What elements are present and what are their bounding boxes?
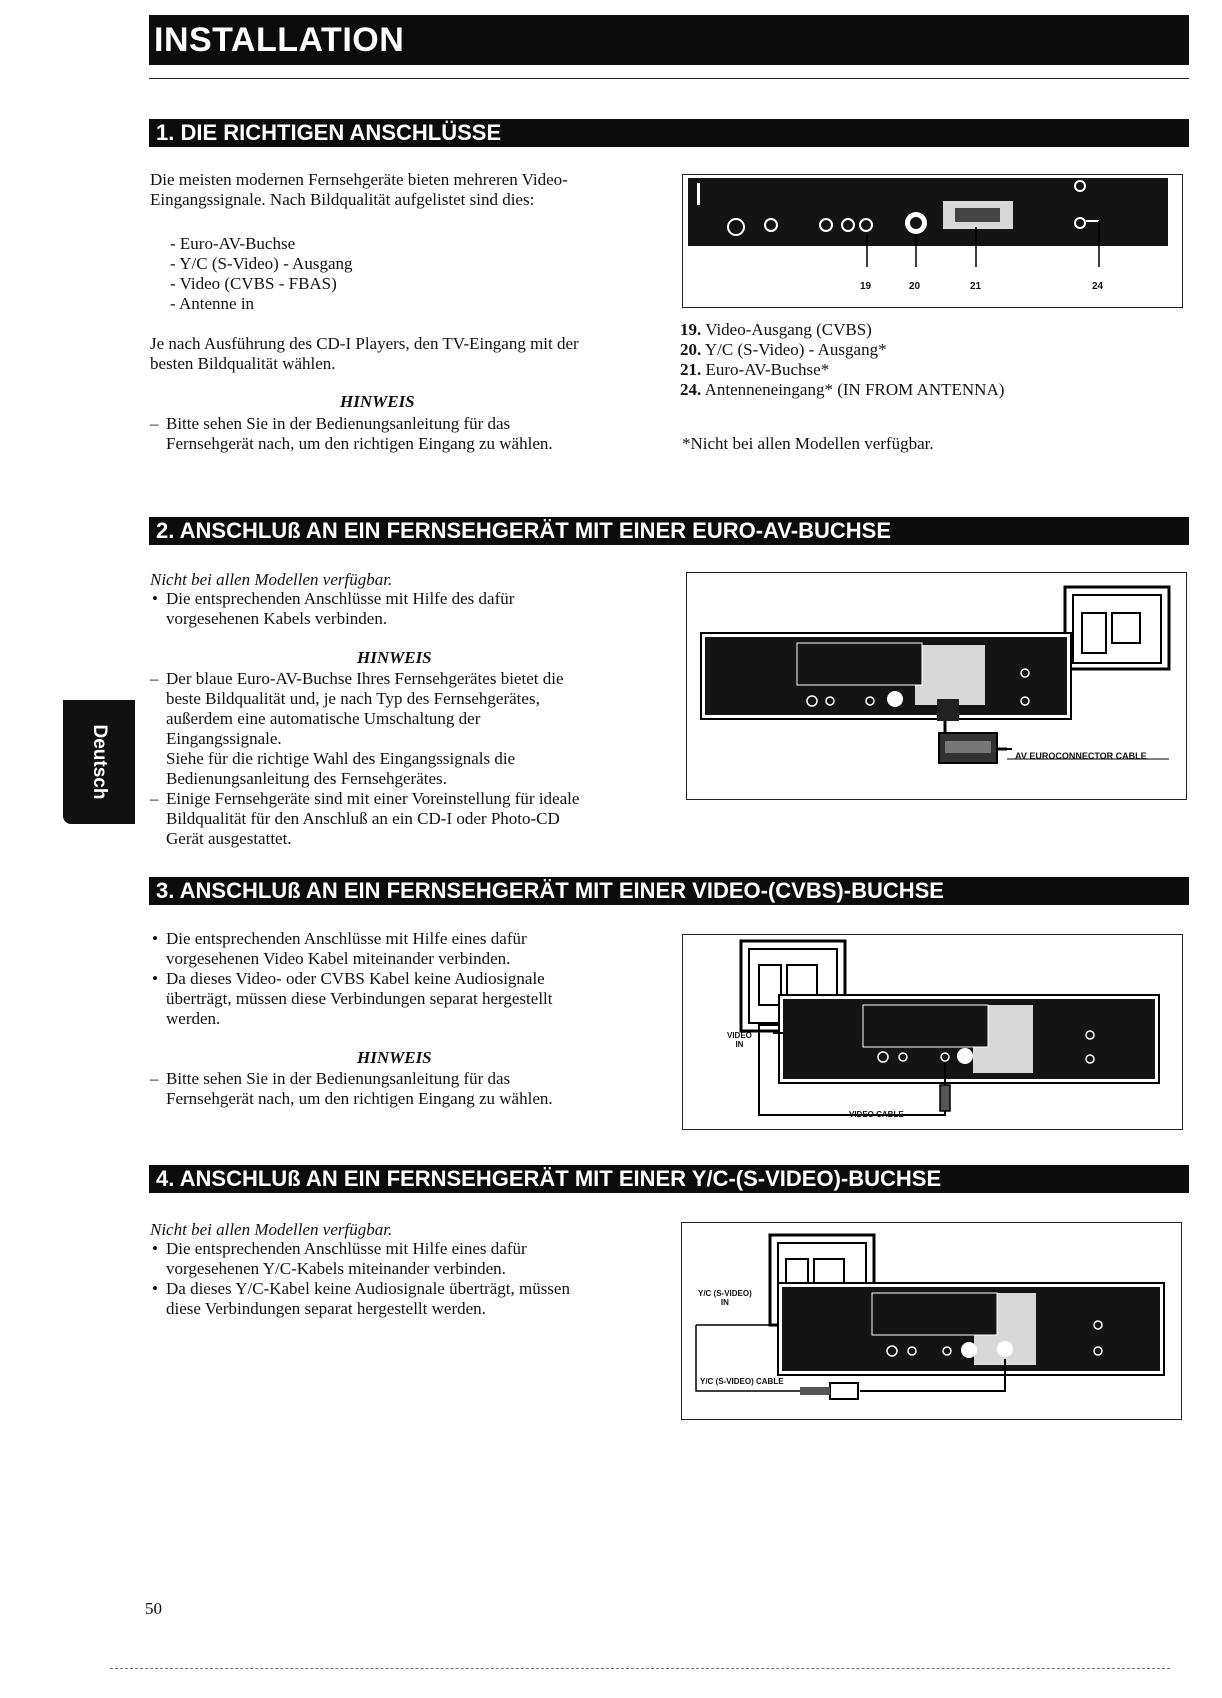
language-side-tab [63, 700, 135, 824]
bullet-item [150, 969, 650, 1029]
legend-item [680, 360, 1180, 380]
yc-in-label-line: Y/C (S-VIDEO) [698, 1289, 752, 1298]
page-title: INSTALLATION [149, 15, 1189, 65]
euro-av-connection-illustration [687, 573, 1186, 799]
section3-note-heading: HINWEIS [357, 1048, 432, 1067]
bullet-line: vorgesehenen Y/C-Kabels miteinander verbinden. [166, 1259, 506, 1278]
bullet-item [150, 1239, 650, 1279]
intro-line: Die meisten modernen Fernsehgeräte bieten mehreren Video- [150, 170, 568, 189]
section3-video-figure [682, 934, 1183, 1130]
av-cable-label: AV EUROCONNECTOR CABLE [1015, 751, 1147, 761]
section2-heading: 2. ANSCHLUß AN EIN FERNSEHGERÄT MIT EINER EURO-AV-BUCHSE [149, 517, 1189, 545]
yc-in-label [698, 1289, 752, 1307]
svideo-socket-icon [957, 1048, 973, 1064]
note-item [150, 789, 650, 849]
rca-plug [940, 1085, 950, 1111]
note-line: beste Bildqualität und, je nach Typ des Fernsehgerätes, [166, 689, 540, 708]
legend-text: Y/C (S-Video) - Ausgang* [704, 340, 887, 359]
note-line: Eingangssignale. [166, 729, 282, 748]
note-item [150, 1069, 650, 1109]
bullet-line: Die entsprechenden Anschlüsse mit Hilfe des dafür [166, 589, 515, 608]
bullet-item [150, 1279, 650, 1319]
note-line: Fernsehgerät nach, um den richtigen Eingang zu wählen. [166, 434, 553, 453]
note-line: Gerät ausgestattet. [166, 829, 292, 848]
note-line: außerdem eine automatische Umschaltung der [166, 709, 481, 728]
para-line: besten Bildqualität wählen. [150, 354, 336, 373]
euro-av-socket [955, 208, 1000, 222]
tv-panel [787, 965, 817, 995]
section4-yc-figure [681, 1222, 1182, 1420]
section2-note-heading: HINWEIS [357, 648, 432, 667]
legend-num: 20. [680, 340, 702, 359]
section3-heading: 3. ANSCHLUß AN EIN FERNSEHGERÄT MIT EINER VIDEO-(CVBS)-BUCHSE [149, 877, 1189, 905]
bullet-line: Die entsprechenden Anschlüsse mit Hilfe eines dafür [166, 1239, 527, 1258]
yc-connection-illustration [682, 1223, 1181, 1419]
title-divider [149, 78, 1189, 79]
figure-label-19: 19 [860, 281, 872, 292]
note-line: Einige Fernsehgeräte sind mit einer Voreinstellung für ideale [166, 789, 580, 808]
tv-panel [1082, 613, 1106, 653]
legend-item [680, 380, 1180, 400]
section1-input-list [170, 234, 570, 314]
bullet-line: vorgesehenen Video Kabel miteinander verbinden. [166, 949, 511, 968]
section1-rear-panel-figure [682, 174, 1183, 308]
figure-label-24: 24 [1092, 281, 1104, 292]
section3-note [150, 1069, 650, 1109]
section4-availability: Nicht bei allen Modellen verfügbar. [150, 1220, 393, 1239]
panel-marker [863, 1005, 988, 1047]
bullet-line: überträgt, müssen diese Verbindungen separat hergestellt [166, 989, 553, 1008]
tv-panel [759, 965, 781, 1005]
section1-note [150, 414, 650, 454]
legend-num: 21. [680, 360, 702, 379]
video-cable-label: VIDEO CABLE [849, 1110, 904, 1119]
section2-bullets [150, 589, 650, 629]
list-item: - Video (CVBS - FBAS) [170, 274, 337, 293]
tv-panel [1112, 613, 1140, 643]
scart-plug [937, 699, 959, 721]
section4-heading: 4. ANSCHLUß AN EIN FERNSEHGERÄT MIT EINER Y/C-(S-VIDEO)-BUCHSE [149, 1165, 1189, 1193]
bullet-item [150, 929, 650, 969]
video-in-label-line: IN [735, 1040, 744, 1049]
legend-item [680, 340, 1180, 360]
section1-note-heading: HINWEIS [340, 392, 415, 411]
scan-artifact-line [110, 1668, 1170, 1669]
section1-intro [150, 170, 650, 210]
section1-paragraph [150, 334, 650, 374]
video-connection-illustration [683, 935, 1182, 1129]
legend-text: Euro-AV-Buchse* [705, 360, 830, 379]
bullet-item [150, 589, 650, 629]
svideo-socket-icon [887, 691, 903, 707]
legend-item [680, 320, 1180, 340]
note-line: Der blaue Euro-AV-Buchse Ihres Fernsehgerätes bietet die [166, 669, 564, 688]
mini-din-plug-body [800, 1387, 830, 1395]
side-tab-label: Deutsch [89, 724, 110, 800]
panel-marker [697, 183, 700, 205]
bullet-line: vorgesehenen Kabels verbinden. [166, 609, 388, 628]
bullet-line: Da dieses Video- oder CVBS Kabel keine Audiosignale [166, 969, 545, 988]
list-item: - Y/C (S-Video) - Ausgang [170, 254, 353, 273]
video-in-label-line: VIDEO [727, 1031, 752, 1040]
note-item [150, 414, 650, 454]
euro-av-socket-area [915, 645, 985, 705]
figure-label-20: 20 [909, 281, 921, 292]
svideo-socket-icon-inner [910, 217, 922, 229]
section2-availability: Nicht bei allen Modellen verfügbar. [150, 570, 393, 589]
note-line: Bitte sehen Sie in der Bedienungsanleitung für das [166, 414, 511, 433]
list-item: - Euro-AV-Buchse [170, 234, 296, 253]
bullet-line: werden. [166, 1009, 221, 1028]
mini-din-plug [830, 1383, 858, 1399]
legend-text: Antenneneingang* (IN FROM ANTENNA) [704, 380, 1005, 399]
section2-euro-av-figure [686, 572, 1187, 800]
svideo-socket-icon [997, 1341, 1013, 1357]
player-back-panel [688, 178, 1168, 246]
rear-panel-illustration [683, 175, 1182, 307]
legend-text: Video-Ausgang (CVBS) [705, 320, 872, 339]
section4-bullets [150, 1239, 650, 1319]
note-line: Bedienungsanleitung des Fernsehgerätes. [166, 769, 447, 788]
svideo-socket-icon [961, 1342, 977, 1358]
bullet-line: Da dieses Y/C-Kabel keine Audiosignale überträgt, müssen [166, 1279, 570, 1298]
scart-connector-detail [945, 741, 991, 753]
note-line: Bildqualität für den Anschluß an ein CD-I oder Photo-CD [166, 809, 560, 828]
video-in-label [727, 1031, 752, 1049]
section1-legend [680, 320, 1180, 400]
section1-heading: 1. DIE RICHTIGEN ANSCHLÜSSE [149, 119, 1189, 147]
note-line: Siehe für die richtige Wahl des Eingangssignals die [166, 749, 516, 768]
panel-marker [797, 643, 922, 685]
note-line: Bitte sehen Sie in der Bedienungsanleitung für das [166, 1069, 511, 1088]
legend-num: 24. [680, 380, 702, 399]
page-number: 50 [145, 1599, 162, 1618]
section2-notes [150, 669, 650, 849]
list-item: - Antenne in [170, 294, 255, 313]
note-line: Fernsehgerät nach, um den richtigen Eingang zu wählen. [166, 1089, 553, 1108]
bullet-line: diese Verbindungen separat hergestellt werden. [166, 1299, 486, 1318]
figure-label-21: 21 [970, 281, 982, 292]
section3-bullets [150, 929, 650, 1029]
bullet-line: Die entsprechenden Anschlüsse mit Hilfe eines dafür [166, 929, 527, 948]
yc-cable-label: Y/C (S-VIDEO) CABLE [700, 1377, 784, 1386]
para-line: Je nach Ausführung des CD-I Players, den TV-Eingang mit der [150, 334, 579, 353]
intro-line: Eingangssignale. Nach Bildqualität aufgelistet sind dies: [150, 190, 535, 209]
panel-marker [872, 1293, 997, 1335]
legend-num: 19. [680, 320, 702, 339]
section1-footnote: *Nicht bei allen Modellen verfügbar. [682, 434, 934, 453]
yc-in-label-line: IN [720, 1298, 729, 1307]
note-item [150, 669, 650, 789]
